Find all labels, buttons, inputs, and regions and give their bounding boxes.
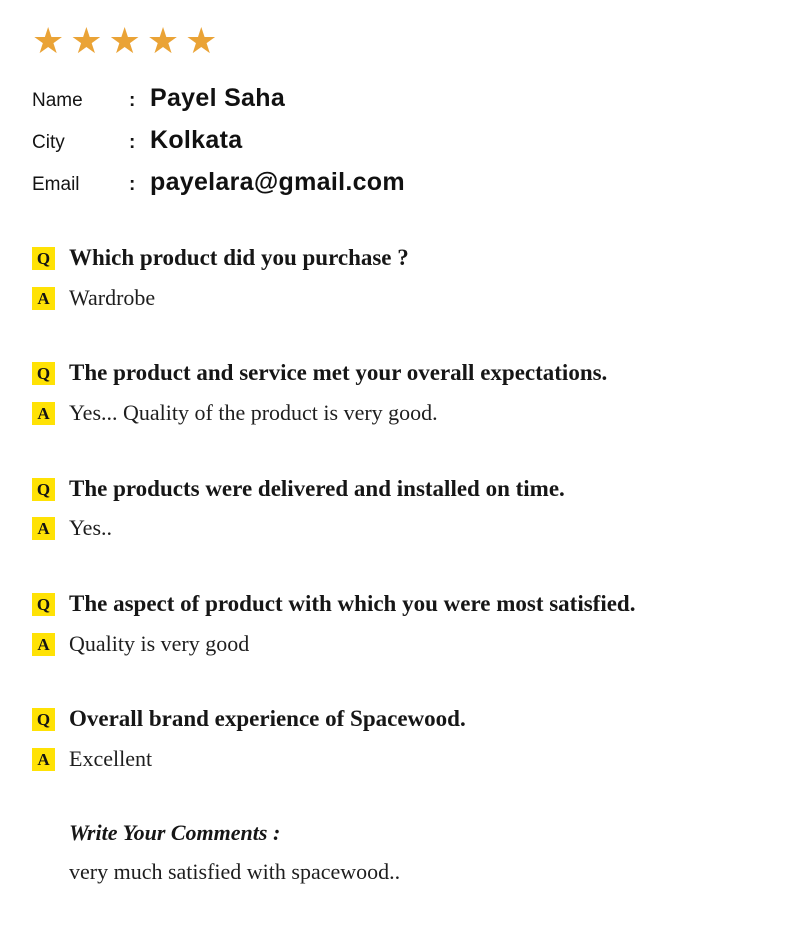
comments-section: [69, 820, 760, 885]
question-row: [32, 244, 760, 273]
a-badge: A: [32, 748, 55, 771]
answer-row: [32, 630, 760, 658]
qa-section-4: [32, 590, 760, 657]
answer-text: Yes... Quality of the product is very good.: [69, 400, 438, 425]
info-row-name: [32, 84, 760, 113]
name-colon: :: [129, 90, 136, 111]
question-row: [32, 475, 760, 504]
answer-text: Wardrobe: [69, 284, 156, 310]
info-row-email: [32, 168, 760, 197]
question-row: [32, 705, 760, 734]
customer-info: [32, 84, 760, 197]
qa-section-5: [32, 705, 760, 772]
answer-text: Yes..: [69, 515, 113, 541]
qa-section-3: [32, 475, 760, 542]
question-text: The product and service met your overall expectations.: [69, 360, 608, 386]
a-badge: A: [32, 402, 55, 425]
question-text: The products were delivered and installed on time.: [69, 475, 565, 501]
a-badge: A: [32, 287, 55, 310]
answer-text: Quality is very good: [69, 630, 250, 656]
name-value: Payel Saha: [150, 84, 286, 112]
city-label: City: [32, 132, 65, 153]
q-badge: Q: [32, 593, 55, 616]
question-text: The aspect of product with which you were most satisfied.: [69, 590, 636, 616]
city-value: Kolkata: [150, 126, 243, 154]
comments-title: Write Your Comments :: [69, 820, 281, 846]
q-badge: Q: [32, 708, 55, 731]
answer-row: [32, 284, 760, 312]
answer-row: [32, 399, 760, 427]
a-badge: A: [32, 517, 55, 540]
answer-row: [32, 514, 760, 542]
qa-section-1: [32, 244, 760, 311]
email-value: payelara@gmail.com: [150, 168, 405, 196]
q-badge: Q: [32, 247, 55, 270]
answer-text: Excellent: [69, 745, 153, 771]
qa-list: [32, 244, 760, 772]
name-label: Name: [32, 90, 83, 111]
q-badge: Q: [32, 362, 55, 385]
comments-text: very much satisfied with spacewood..: [69, 859, 401, 885]
star-rating: ★★★★★: [32, 21, 224, 62]
question-row: [32, 590, 760, 619]
question-text: Which product did you purchase ?: [69, 245, 409, 270]
answer-row: [32, 745, 760, 773]
question-row: [32, 359, 760, 388]
a-badge: A: [32, 633, 55, 656]
q-badge: Q: [32, 478, 55, 501]
email-label: Email: [32, 174, 80, 195]
qa-section-2: [32, 359, 760, 426]
question-text: Overall brand experience of Spacewood.: [69, 706, 466, 731]
email-colon: :: [129, 174, 136, 195]
city-colon: :: [129, 132, 136, 153]
info-row-city: [32, 126, 760, 155]
